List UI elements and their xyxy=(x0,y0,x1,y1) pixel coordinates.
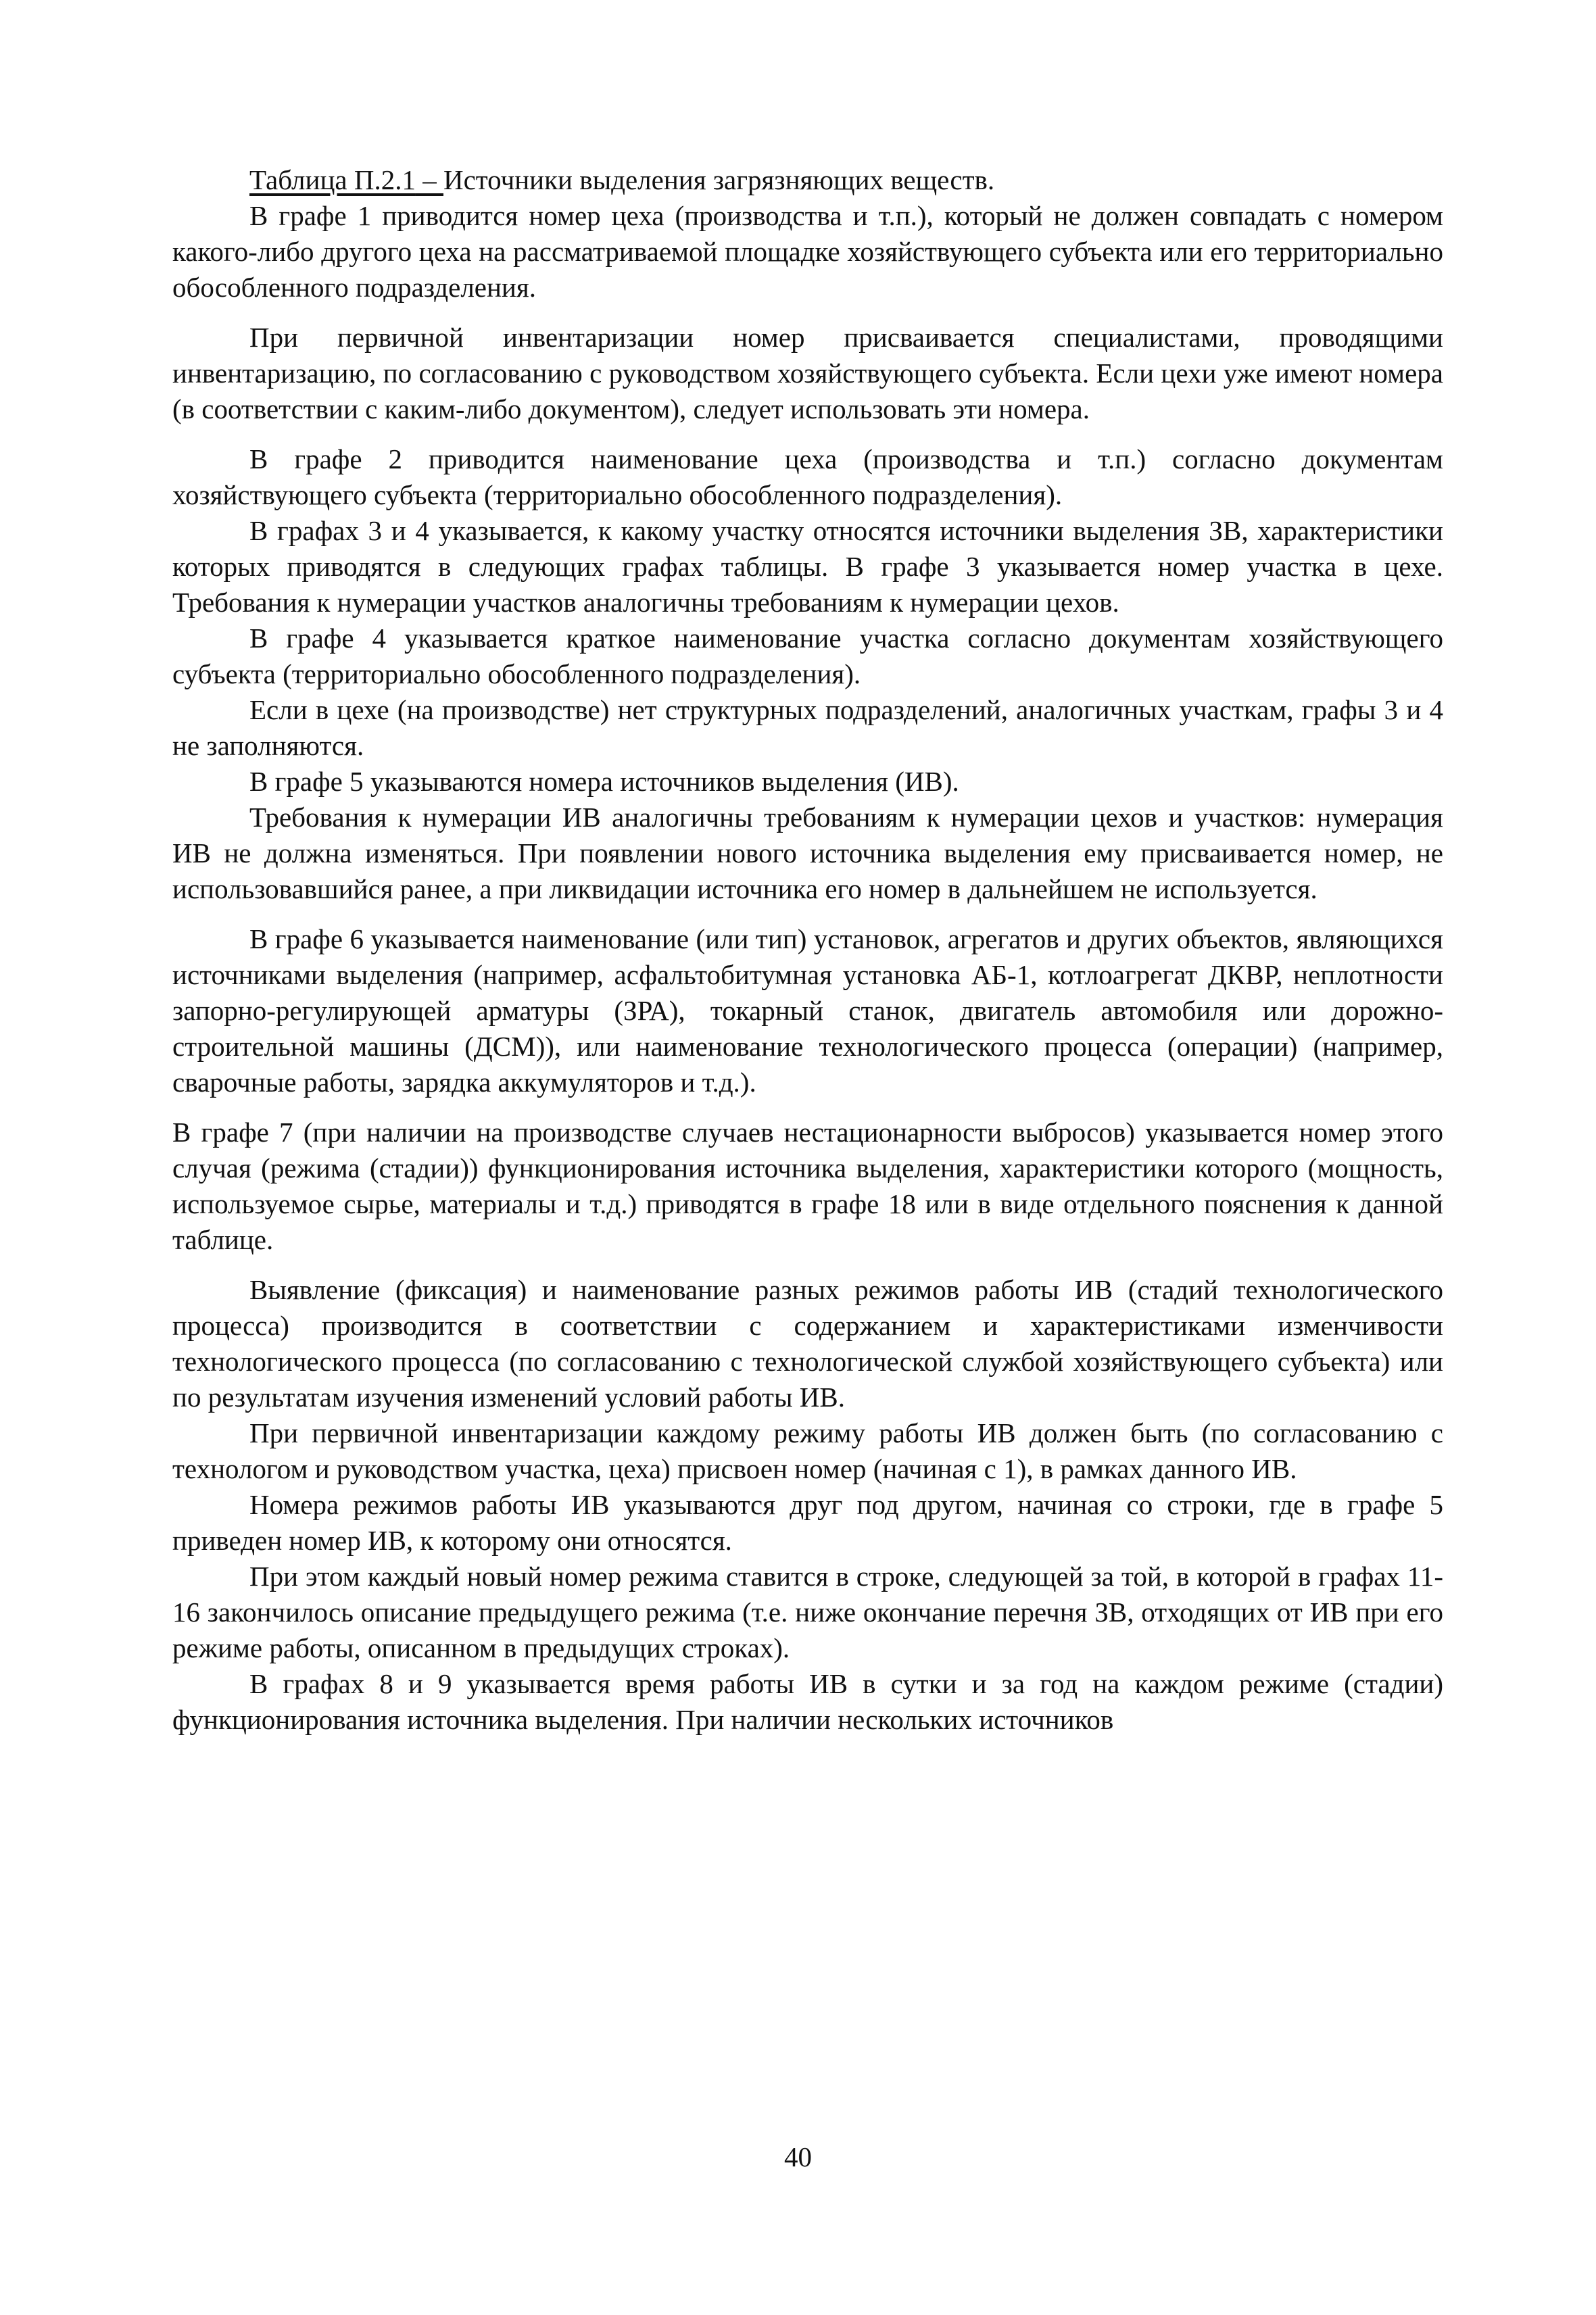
page-number: 40 xyxy=(784,2141,812,2172)
table-caption xyxy=(172,162,1443,198)
table-caption-title: Источники выделения загрязняющих веществ. xyxy=(443,164,995,195)
paragraph: В графе 4 указывается краткое наименование участка согласно документам хозяйствующего субъекта (территориально обособленного подразделения). xyxy=(172,623,1443,689)
paragraph: Если в цехе (на производстве) нет структурных подразделений, аналогичных участкам, графы 3 и 4 не заполняются. xyxy=(172,694,1443,761)
paragraph: При этом каждый новый номер режима ставится в строке, следующей за той, в которой в графах 11-16 закончилось описание предыдущего режима (т.е. ниже окончание перечня ЗВ, отходящих от ИВ при его режиме работы, описанном в предыдущих строках). xyxy=(172,1561,1443,1663)
paragraph: В графе 5 указываются номера источников выделения (ИВ). xyxy=(249,766,959,797)
paragraph: При первичной инвентаризации номер присваивается специалистами, проводящими инвентаризацию, по согласованию с руководством хозяйствующего субъекта. Если цехи уже имеют номера (в соответствии с каким-либо документом), следует использовать эти номера. xyxy=(172,322,1443,424)
paragraph: При первичной инвентаризации каждому режиму работы ИВ должен быть (по согласованию с технологом и руководством участка, цеха) присвоен номер (начиная с 1), в рамках данного ИВ. xyxy=(172,1417,1443,1484)
paragraph: Требования к нумерации ИВ аналогичны требованиям к нумерации цехов и участков: нумерация ИВ не должна изменяться. При появлении нового источника выделения ему присваивается номер, не использовавшийся ранее, а при ликвидации источника его номер в дальнейшем не используется. xyxy=(172,802,1443,904)
paragraph: В графах 3 и 4 указывается, к какому участку относятся источники выделения ЗВ, характеристики которых приводятся в следующих графах таблицы. В графе 3 указывается номер участка в цехе. Требования к нумерации участков аналогичны требованиям к нумерации цехов. xyxy=(172,515,1443,618)
paragraph: Номера режимов работы ИВ указываются друг под другом, начиная со строки, где в графе 5 приведен номер ИВ, к которому они относятся. xyxy=(172,1489,1443,1556)
paragraph: В графе 6 указывается наименование (или тип) установок, агрегатов и других объектов, являющихся источниками выделения (например, асфальтобитумная установка АБ-1, котлоагрегат ДКВР, неплотности запорно-регулирующей арматуры (ЗРА), токарный станок, двигатель автомобиля или дорожно-строительной машины (ДСМ)), или наименование технологического процесса (операции) (например, сварочные работы, зарядка аккумуляторов и т.д.). xyxy=(172,923,1443,1098)
paragraph: В графе 2 приводится наименование цеха (производства и т.п.) согласно документам хозяйствующего субъекта (территориально обособленного подразделения). xyxy=(172,443,1443,510)
paragraph: В графах 8 и 9 указывается время работы ИВ в сутки и за год на каждом режиме (стадии) функционирования источника выделения. При наличии нескольких источников xyxy=(172,1668,1443,1735)
document-body xyxy=(172,162,1443,1738)
paragraph: В графе 7 (при наличии на производстве случаев нестационарности выбросов) указывается номер этого случая (режима (стадии)) функционирования источника выделения, характеристики которого (мощность, используемое сырье, материалы и т.д.) приводятся в графе 18 или в виде отдельного пояснения к данной таблице. xyxy=(172,1117,1443,1255)
paragraph: Выявление (фиксация) и наименование разных режимов работы ИВ (стадий технологического процесса) производится в соответствии с содержанием и характеристиками изменчивости технологического процесса (по согласованию с технологической службой хозяйствующего субъекта) или по результатам изучения изменений условий работы ИВ. xyxy=(172,1274,1443,1413)
paragraph: В графе 1 приводится номер цеха (производства и т.п.), который не должен совпадать с номером какого-либо другого цеха на рассматриваемой площадке хозяйствующего субъекта или его территориально обособленного подразделения. xyxy=(172,200,1443,303)
table-reference: Таблица П.2.1 – xyxy=(249,164,443,195)
